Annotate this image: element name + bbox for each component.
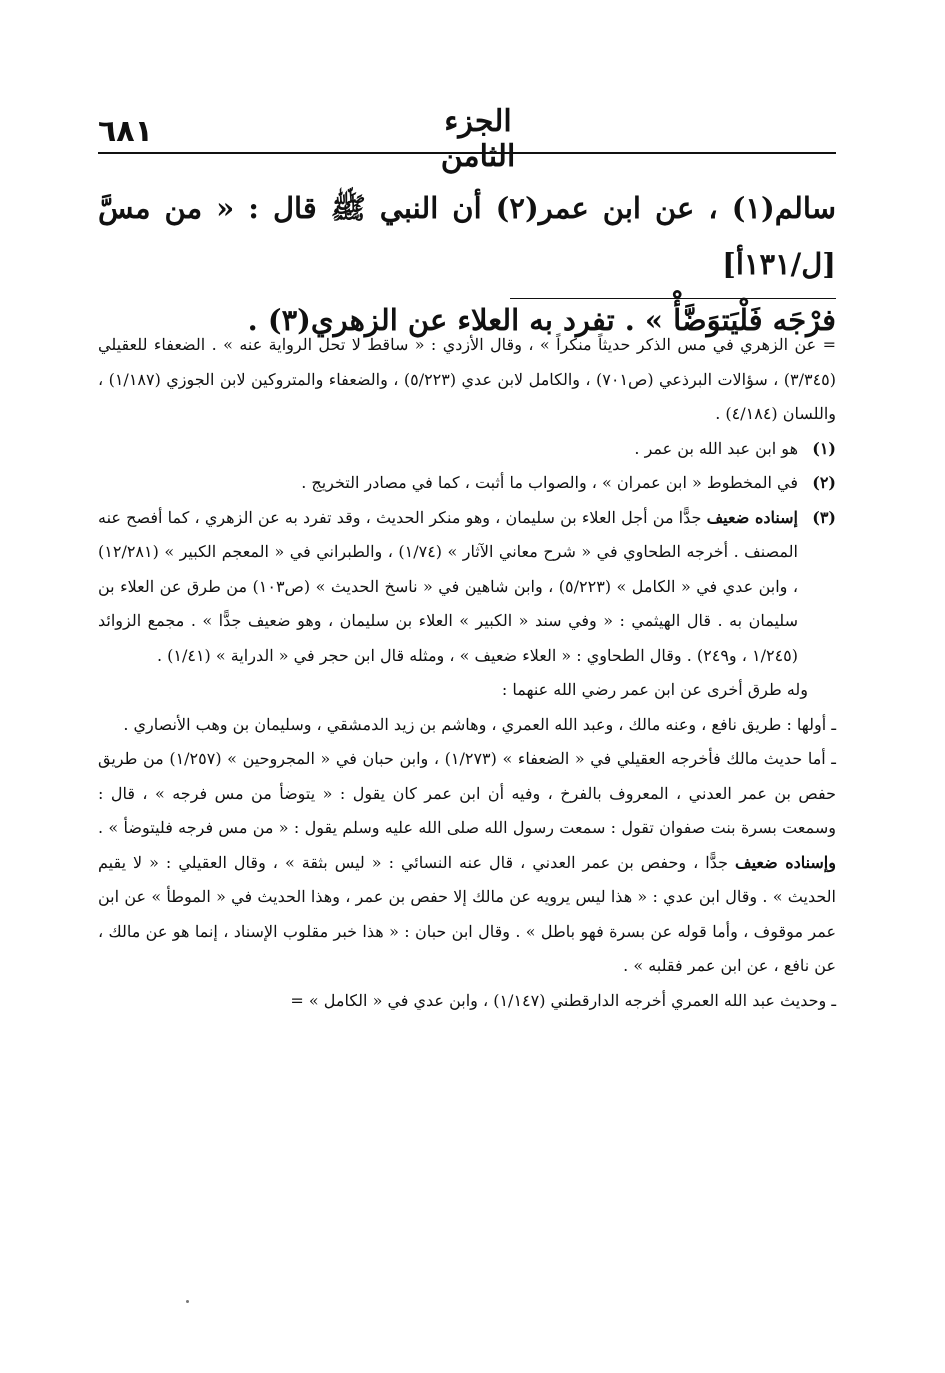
footnote-2-text: في المخطوط « ابن عمران » ، والصواب ما أثبت ، كما في مصادر التخريج . [301,473,798,492]
footnote-3-grading: إسناده ضعيف [706,507,799,527]
footnote-way-2-text-a: ـ أما حديث مالك فأخرجه العقيلي في « الضعفاء » (١/٢٧٣) ، وابن حبان في « المجروحين » (١/٢٥٧) من طريق حفص بن عمر العدني ، المعروف بالفرخ ، وفيه أن ابن عمر كان يقول : « يتوضأ من مس فرجه » ، قال : وسمعت بسرة بنت صفوان تقول : سمعت رسول الله صلى الله عليه وسلم يقول : « من مس فرجه فليتوضأ » . [98,749,836,837]
footnote-1-number: (١) [812,438,836,458]
footnote-way-2-grading: وإسناده ضعيف [735,852,836,872]
main-line-1: سالم(١) ، عن ابن عمر(٢) أن النبي ﷺ قال : « من مسَّ [ل/١٣١أ] [98,191,836,281]
footnote-way-1: ـ أولها : طريق نافع ، وعنه مالك ، وعبد الله العمري ، وهاشم بن زيد الدمشقي ، وسليمان بن وهب الأنصاري . [123,714,836,734]
footnote-2-number: (٢) [812,473,836,492]
footnote-3-body [98,501,798,674]
footnote-separator [510,298,836,299]
footnote-way-2-text-b: جدًّا ، وحفص بن عمر العدني ، قال عنه النسائي : « ليس بثقة » ، وقال العقيلي : « لا يقيم الحديث » . وقال ابن عدي : « هذا ليس يرويه عن مالك إلا حفص بن عمر ، وهذا الحديث في « الموطأ » عن ابن عمر موقوف ، وأما قوله عن بسرة فهو باطل » . وقال ابن حبان : « هذا خبر مقلوب الإسناد ، إنما هو عن مالك ، عن نافع ، عن ابن عمر فقلبه » . [98,852,837,975]
footnote-way-2 [98,742,836,984]
footnote-way-3: ـ وحديث عبد الله العمري أخرجه الدارقطني (١/١٤٧) ، وابن عدي في « الكامل » = [290,990,836,1010]
header-rule [98,152,836,154]
main-line-2: فرْجَه فَلْيَتوَضَّأْ » . تفرد به العلاء عن الزهري(٣) . [247,303,836,337]
stray-dot [186,1300,189,1303]
footnote-3-number: (٣) [812,507,836,527]
footnote-3-text: جدًّا من أجل العلاء بن سليمان ، وهو منكر الحديث ، وقد تفرد به عن الزهري ، كما أفصح عنه المصنف . أخرجه الطحاوي في « شرح معاني الآثار » (١/٧٤) ، والطبراني في « المعجم الكبير » (١٢/٢٨١) ، وابن عدي في « الكامل » (٥/٢٢٣) ، وابن شاهين في « ناسخ الحديث » (ص١٠٣) من طرق عن العلاء بن سليمان به . قال الهيثمي : « وفي سند « الكبير » العلاء بن سليمان ، وهو ضعيف جدًّا » . مجمع الزوائد (١/٢٤٥ ، و٢٤٩) . وقال الطحاوي : « العلاء ضعيف » ، ومثله قال ابن حجر في « الدراية » (١/٤١) . [98,507,798,665]
part-title: الجزء الثامن [440,104,516,174]
footnote-1 [98,432,836,467]
footnote-3-other-ways: وله طرق أخرى عن ابن عمر رضي الله عنهما : [501,680,808,699]
footnote-continued: = عن الزهري في مس الذكر حديثاً منكراً » ، وقال الأزدي : « ساقط لا تحل الرواية عنه » . الضعفاء للعقيلي (٣/٣٤٥) ، سؤالات البرذعي (ص٧٠١) ، والكامل لابن عدي (٥/٢٢٣) ، والضعفاء والمتروكين لابن الجوزي (١/١٨٧) ، واللسان (٤/١٨٤) . [98,335,837,423]
footnotes [98,328,836,1018]
footnote-2 [98,466,836,501]
page-number: ٦٨١ [98,114,153,149]
footnote-1-text: هو ابن عبد الله بن عمر . [634,438,798,458]
main-text [98,180,836,348]
page-header [98,96,836,174]
footnote-3 [98,501,836,674]
